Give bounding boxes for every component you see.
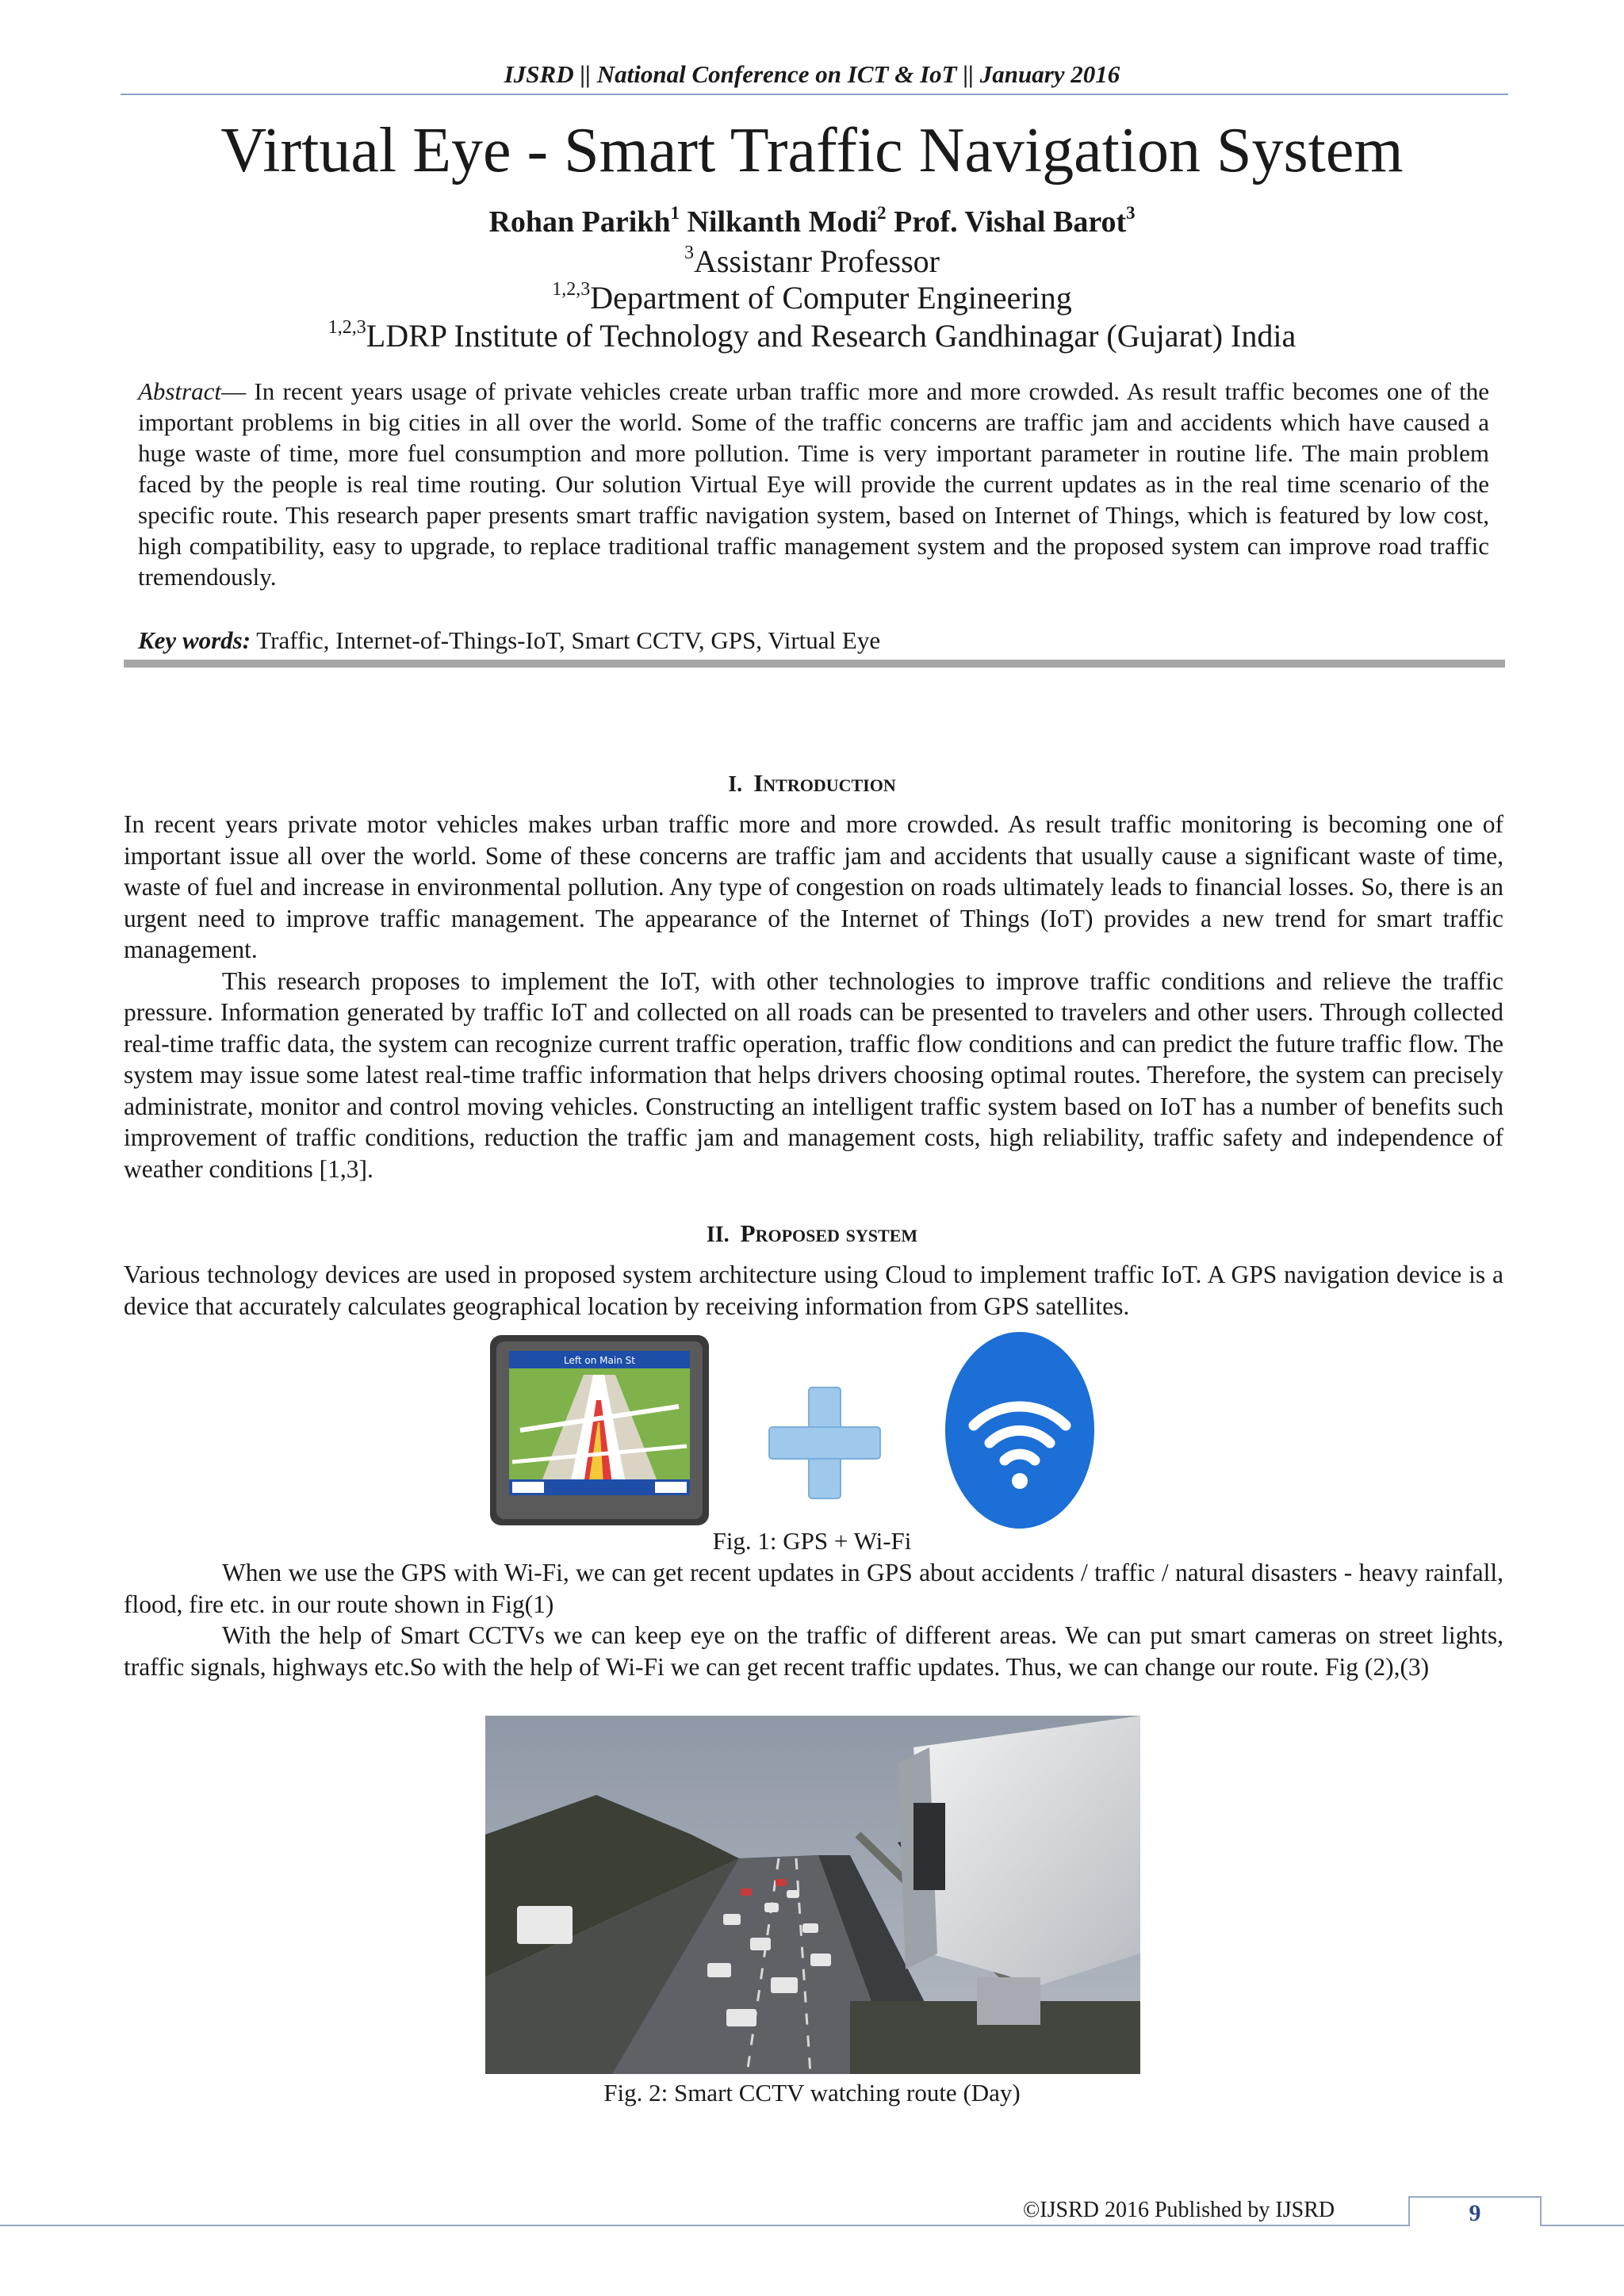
section-number: II. xyxy=(706,1223,730,1247)
author-name: Prof. Vishal Barot xyxy=(894,205,1127,239)
author-superscript: 1 xyxy=(670,203,680,224)
author-name: Nilkanth Modi xyxy=(687,205,878,239)
section-heading-introduction xyxy=(0,769,1624,798)
introduction-body xyxy=(124,809,1503,1184)
paragraph: Various technology devices are used in proposed system architecture using Cloud to implement traffic IoT. A GPS navigation device is a device that accurately calculates geographical location by receiving information from GPS satellites. xyxy=(124,1261,1503,1320)
section-heading-proposed-system xyxy=(0,1219,1624,1248)
abstract xyxy=(138,376,1489,592)
author-list xyxy=(0,205,1624,239)
author-superscript: 3 xyxy=(1126,203,1136,224)
paper-title: Virtual Eye - Smart Traffic Navigation System xyxy=(220,116,1404,186)
keywords xyxy=(138,626,1489,655)
proposed-system-body-continued xyxy=(124,1557,1503,1682)
paragraph: With the help of Smart CCTVs we can keep eye on the traffic of different areas. We can put smart cameras on street lights, traffic signals, highways etc.So with the help of Wi-Fi we can get recent traffic updates. Thus, we can change our route. Fig (2),(3) xyxy=(124,1621,1503,1681)
affiliation-superscript: 1,2,3 xyxy=(327,317,366,339)
section-number: I. xyxy=(728,772,743,797)
paragraph: When we use the GPS with Wi-Fi, we can get recent updates in GPS about accidents / traffic / natural disasters - heavy rainfall, flood, fire etc. in our route shown in Fig(1) xyxy=(124,1559,1503,1618)
paragraph: This research proposes to implement the IoT, with other technologies to improve traffic conditions and relieve the traffic pressure. Information generated by traffic IoT and collected on all roads can be presented to travelers and other users. Through collected real-time traffic data, the system can recognize current traffic operation, traffic flow conditions and can predict the future traffic flow. The system may issue some latest real-time traffic information that helps drivers choosing optimal routes. Therefore, the system can precisely administrate, monitor and control moving vehicles. Constructing an intelligent traffic system based on IoT has a number of benefits such improvement of traffic conditions, reduction the traffic jam and management costs, high reliability, traffic safety and independence of weather conditions [1,3]. xyxy=(124,966,1503,1183)
abstract-rule xyxy=(124,660,1505,668)
gps-device-icon xyxy=(490,1335,709,1525)
affiliation-line xyxy=(0,317,1624,354)
affiliation-text: LDRP Institute of Technology and Research Gandhinagar (Gujarat) India xyxy=(366,318,1297,354)
figure-gps-wifi xyxy=(488,1327,1123,1529)
proposed-system-body xyxy=(124,1259,1503,1322)
header-rule xyxy=(121,94,1508,95)
paragraph: In recent years private motor vehicles makes urban traffic more and more crowded. As result traffic monitoring is becoming one of important issue all over the world. Some of these concerns are traffic jam and accidents that usually cause a significant waste of time, waste of fuel and increase in environmental pollution. Any type of congestion on roads ultimately leads to financial losses. So, there is an urgent need to improve traffic management. The appearance of the Internet of Things (IoT) provides a new trend for smart traffic management. xyxy=(124,810,1503,963)
affiliation-text: Assistanr Professor xyxy=(694,243,940,279)
footer-rule xyxy=(0,2225,1624,2226)
affiliation-line xyxy=(0,279,1624,316)
affiliation-text: Department of Computer Engineering xyxy=(590,280,1072,316)
figure-caption: Fig. 1: GPS + Wi-Fi xyxy=(712,1527,912,1555)
page-number: 9 xyxy=(1408,2196,1542,2226)
keywords-text: Traffic, Internet-of-Things-IoT, Smart CCTV, GPS, Virtual Eye xyxy=(251,626,881,654)
wifi-icon xyxy=(945,1332,1094,1529)
abstract-label: Abstract xyxy=(138,377,222,405)
affiliation-superscript: 1,2,3 xyxy=(552,279,591,300)
author-name: Rohan Parikh xyxy=(488,205,671,239)
section-title: Proposed system xyxy=(740,1219,918,1247)
affiliation-superscript: 3 xyxy=(684,243,694,264)
keywords-label: Key words: xyxy=(138,626,251,654)
author-superscript: 2 xyxy=(877,203,887,224)
affiliation-line xyxy=(0,243,1624,280)
plus-icon xyxy=(769,1387,880,1498)
figure-cctv-photo xyxy=(485,1716,1140,2074)
abstract-text: — In recent years usage of private vehicles create urban traffic more and more crowded. As result traffic becomes one of the important problems in big cities in all over the world. Some of the traffic concerns are traffic jam and accidents which have caused a huge waste of time, more fuel consumption and more pollution. Time is very important parameter in routine life. The main problem faced by the people is real time routing. Our solution Virtual Eye will provide the current updates as in the real time scenario of the specific route. This research paper presents smart traffic navigation system, based on Internet of Things, which is featured by low cost, high compatibility, easy to upgrade, to replace traditional traffic management system and the proposed system can improve road traffic tremendously. xyxy=(138,377,1489,591)
footer-copyright: ©IJSRD 2016 Published by IJSRD xyxy=(1023,2198,1335,2222)
journal-header: IJSRD || National Conference on ICT & IoT || January 2016 xyxy=(504,60,1120,88)
gps-screen-text: Left on Main St xyxy=(564,1355,635,1366)
figure-caption: Fig. 2: Smart CCTV watching route (Day) xyxy=(603,2079,1021,2107)
section-title: Introduction xyxy=(753,769,896,797)
